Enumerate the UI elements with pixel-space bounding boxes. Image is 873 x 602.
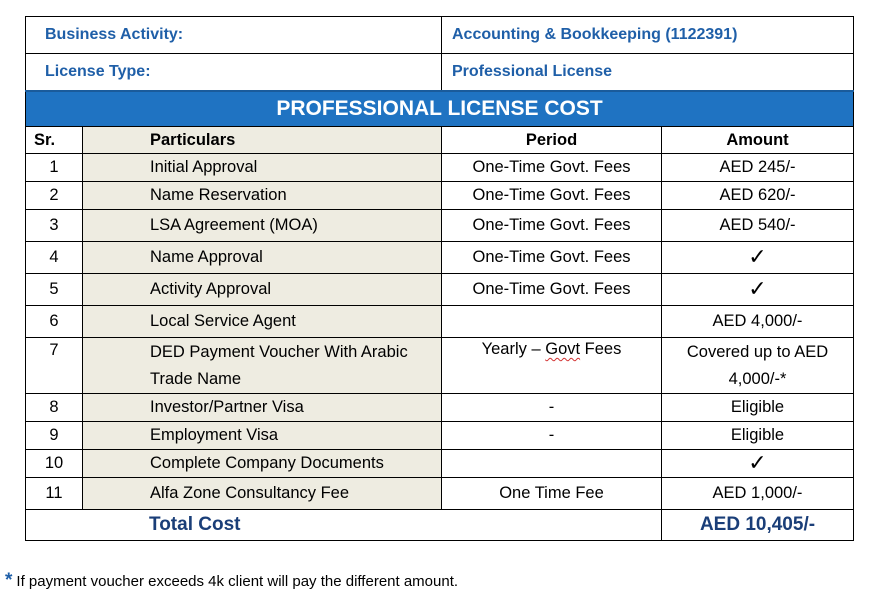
row-amount: AED 540/- [662,210,854,242]
row-sr: 1 [26,154,83,182]
row-sr: 3 [26,210,83,242]
row-particulars: Complete Company Documents [83,450,442,478]
license-type-value: Professional License [442,54,854,92]
table-title: PROFESSIONAL LICENSE COST [26,91,854,127]
business-activity-label: Business Activity: [26,17,442,54]
checkmark-icon: ✓ [662,274,854,306]
total-amount: AED 10,405/- [662,510,854,541]
license-type-label: License Type: [26,54,442,92]
row-particulars: Name Approval [83,242,442,274]
table-row [26,422,854,450]
license-cost-sheet [25,16,853,541]
footnote-asterisk: * [5,570,13,591]
business-activity-row [26,17,854,54]
row-period: One-Time Govt. Fees [442,242,662,274]
table-title-row [26,91,854,127]
row-period: - [442,394,662,422]
row-particulars: Alfa Zone Consultancy Fee [83,478,442,510]
row-sr: 6 [26,306,83,338]
row-sr: 4 [26,242,83,274]
row-amount: Eligible [662,394,854,422]
table-row [26,306,854,338]
table-row [26,182,854,210]
period-text-spellcheck: Govt [545,340,581,358]
table-row [26,394,854,422]
row-sr: 10 [26,450,83,478]
row-period [442,338,662,394]
row-particulars: Initial Approval [83,154,442,182]
header-particulars: Particulars [83,127,442,154]
table-row [26,210,854,242]
row-period: One-Time Govt. Fees [442,154,662,182]
row-particulars: DED Payment Voucher With Arabic Trade Name [83,338,442,394]
row-particulars: Local Service Agent [83,306,442,338]
row-period: One-Time Govt. Fees [442,182,662,210]
row-amount: Covered up to AED 4,000/-* [662,338,854,394]
row-amount: AED 4,000/- [662,306,854,338]
checkmark-icon: ✓ [662,242,854,274]
table-row [26,478,854,510]
row-amount: AED 620/- [662,182,854,210]
row-sr: 11 [26,478,83,510]
business-activity-value: Accounting & Bookkeeping (1122391) [442,17,854,54]
total-row [26,510,854,541]
table-row [26,450,854,478]
header-period: Period [442,127,662,154]
period-text-start: Yearly – [481,340,546,358]
header-sr: Sr. [26,127,83,154]
checkmark-icon: ✓ [662,450,854,478]
row-period: One-Time Govt. Fees [442,210,662,242]
row-sr: 9 [26,422,83,450]
license-cost-table [25,16,854,541]
license-type-row [26,54,854,92]
table-row [26,154,854,182]
header-amount: Amount [662,127,854,154]
table-row [26,242,854,274]
row-period [442,306,662,338]
row-sr: 7 [26,338,83,394]
row-particulars: Name Reservation [83,182,442,210]
footnote [5,570,458,592]
row-particulars: LSA Agreement (MOA) [83,210,442,242]
period-text-end: Fees [580,340,622,358]
table-row [26,274,854,306]
row-particulars: Activity Approval [83,274,442,306]
row-amount: Eligible [662,422,854,450]
table-row [26,338,854,394]
row-period: One-Time Govt. Fees [442,274,662,306]
row-period: One Time Fee [442,478,662,510]
header-row [26,127,854,154]
row-sr: 5 [26,274,83,306]
row-period: - [442,422,662,450]
row-amount: AED 1,000/- [662,478,854,510]
footnote-text: If payment voucher exceeds 4k client will pay the different amount. [16,573,459,590]
row-sr: 2 [26,182,83,210]
row-sr: 8 [26,394,83,422]
row-amount: AED 245/- [662,154,854,182]
row-period [442,450,662,478]
total-label: Total Cost [26,510,662,541]
row-particulars: Employment Visa [83,422,442,450]
row-particulars: Investor/Partner Visa [83,394,442,422]
